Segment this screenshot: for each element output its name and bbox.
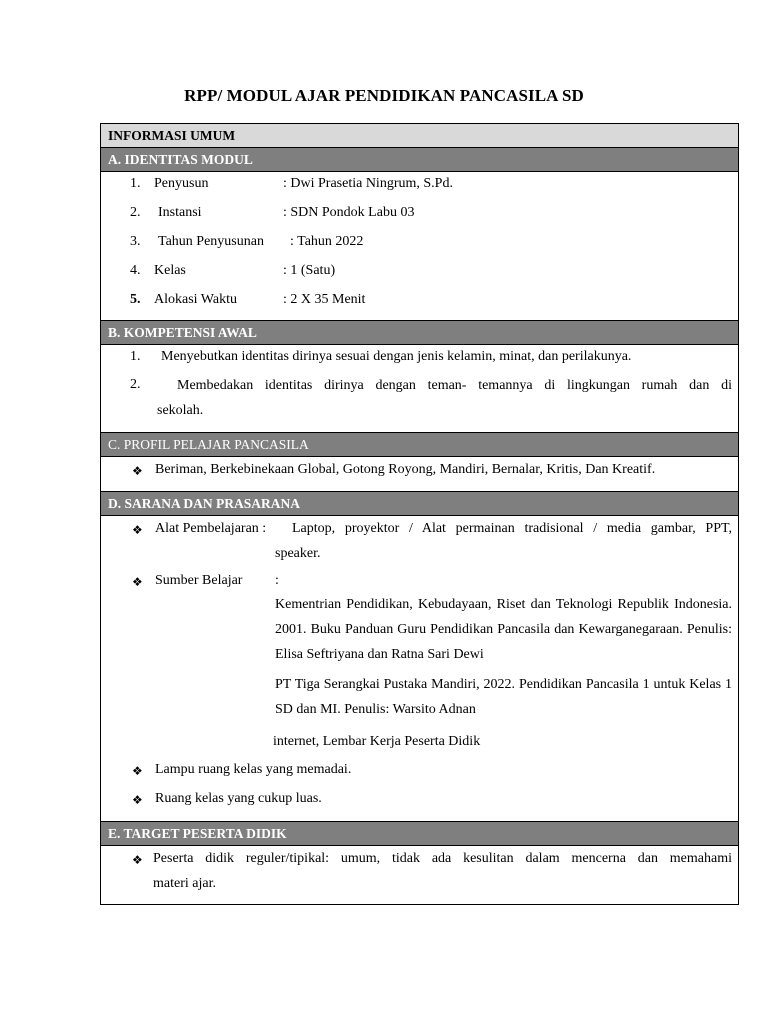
bullet-icon: ❖ [132, 464, 143, 478]
identity-label-1: Penyusun [154, 176, 209, 191]
lampu-item: Lampu ruang kelas yang memadai. [155, 762, 352, 777]
identity-value-2: : SDN Pondok Labu 03 [283, 205, 415, 220]
alat-value-line-2: speaker. [275, 546, 321, 561]
section-c-header: C. PROFIL PELAJAR PANCASILA [101, 433, 738, 457]
identity-num-1: 1. [130, 176, 141, 191]
kompetensi-item-1: Menyebutkan identitas dirinya sesuai dengan jenis kelamin, minat, dan perilakunya. [161, 349, 632, 364]
sumber-entry-2: PT Tiga Serangkai Pustaka Mandiri, 2022. Pendidikan Pancasila 1 untuk Kelas 1 SD dan MI. Penulis: Warsito Adnan [275, 677, 732, 717]
target-item-line-2: materi ajar. [153, 876, 216, 891]
sumber-entry-1: Kementrian Pendidikan, Kebudayaan, Riset dan Teknologi Republik Indonesia. 2001. Buku Panduan Guru Pendidikan Pancasila dan Kewarganegaraan. Penulis: Elisa Seftriyana dan Ratna Sari Dewi [275, 597, 732, 662]
page-title: RPP/ MODUL AJAR PENDIDIKAN PANCASILA SD [184, 86, 584, 105]
kompetensi-item-2-line-2: sekolah. [157, 403, 204, 418]
bullet-icon: ❖ [132, 523, 143, 537]
identity-num-4: 4. [130, 263, 141, 278]
kompetensi-item-2-line-1: Membedakan identitas dirinya dengan teman- temannya di lingkungan rumah dan di [177, 378, 732, 393]
kompetensi-num-2: 2. [130, 377, 141, 392]
section-b-body [101, 345, 738, 433]
identity-label-5: Alokasi Waktu [154, 292, 237, 307]
bullet-icon: ❖ [132, 853, 143, 867]
sumber-entry-3: internet, Lembar Kerja Peserta Didik [273, 734, 481, 749]
kompetensi-num-1: 1. [130, 349, 141, 364]
identity-num-3: 3. [130, 234, 141, 249]
bullet-icon: ❖ [132, 575, 143, 589]
header-informasi-umum: INFORMASI UMUM [101, 124, 738, 148]
identity-value-4: : 1 (Satu) [283, 263, 336, 278]
identity-label-2: Instansi [158, 205, 202, 220]
section-d-body [101, 516, 738, 822]
identity-value-1: : Dwi Prasetia Ningrum, S.Pd. [283, 176, 453, 191]
identity-value-3: : Tahun 2022 [290, 234, 364, 249]
profil-item: Beriman, Berkebinekaan Global, Gotong Royong, Mandiri, Bernalar, Kritis, Dan Kreatif. [155, 462, 656, 477]
identity-num-5: 5. [130, 292, 141, 307]
sumber-label: Sumber Belajar [155, 573, 243, 588]
section-e-body [101, 846, 738, 904]
section-e-header: E. TARGET PESERTA DIDIK [101, 822, 738, 846]
section-b-header: B. KOMPETENSI AWAL [101, 321, 738, 345]
section-c-body [101, 457, 738, 492]
ruang-item: Ruang kelas yang cukup luas. [155, 791, 322, 806]
alat-value [275, 516, 732, 566]
identity-value-5: : 2 X 35 Menit [283, 292, 366, 307]
target-item [153, 846, 732, 896]
section-a-body [101, 172, 738, 321]
sumber-colon: : [275, 573, 279, 588]
identity-label-3: Tahun Penyusunan [158, 234, 264, 249]
target-item-line-1: Peserta didik reguler/tipikal: umum, tidak ada kesulitan dalam mencerna dan memahami [153, 851, 732, 866]
alat-label: Alat Pembelajaran : [155, 521, 267, 536]
bullet-icon: ❖ [132, 793, 143, 807]
kompetensi-item-2 [157, 373, 732, 423]
rpp-table [100, 123, 739, 905]
identity-label-4: Kelas [154, 263, 186, 278]
alat-value-line-1: Laptop, proyektor / Alat permainan tradisional / media gambar, PPT, [292, 521, 732, 536]
section-d-header: D. SARANA DAN PRASARANA [101, 492, 738, 516]
section-a-header: A. IDENTITAS MODUL [101, 148, 738, 172]
identity-num-2: 2. [130, 205, 141, 220]
bullet-icon: ❖ [132, 764, 143, 778]
